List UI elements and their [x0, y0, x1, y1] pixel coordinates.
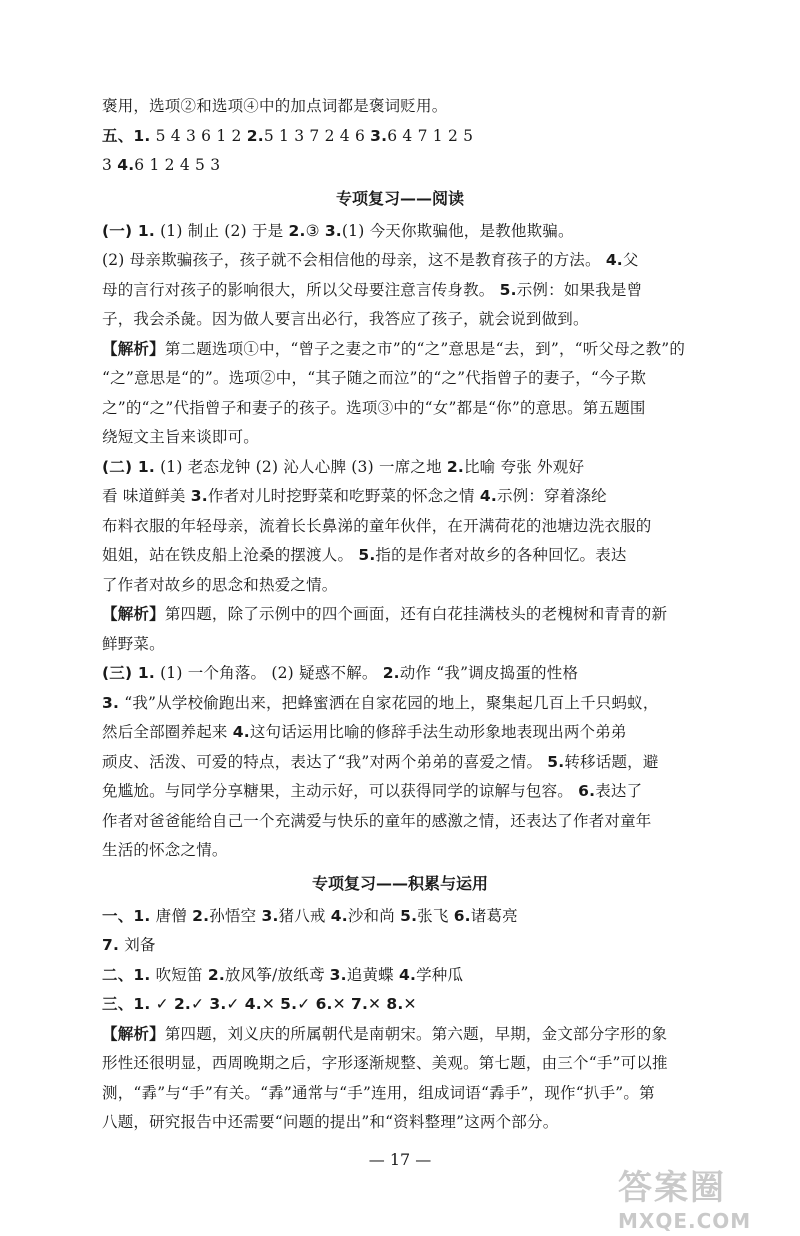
line-text: ✕	[332, 995, 351, 1013]
question-number: 4.	[244, 995, 262, 1013]
text-line	[102, 1049, 698, 1079]
watermark-url: MXQE.COM	[618, 1209, 752, 1233]
line-text: 这句话运用比喻的修辞手法生动形象地表现出两个弟弟	[249, 723, 627, 741]
question-number: 2.	[382, 664, 400, 682]
line-text: 3	[102, 156, 118, 174]
text-line	[102, 423, 698, 453]
line-text: 指的是作者对故乡的各种回忆。表达	[375, 546, 627, 564]
text-line	[102, 92, 698, 122]
line-text: 顽皮、活泼、可爱的特点，表达了“我”对两个弟弟的喜爱之情。	[102, 752, 548, 771]
text-line	[102, 394, 698, 424]
text-line	[102, 902, 698, 932]
question-number: 3.	[190, 487, 208, 505]
question-number: 2.	[288, 221, 306, 240]
question-number: 4.	[232, 723, 250, 741]
line-text: 褒用，选项②和选项④中的加点词都是褒词贬用。	[102, 97, 448, 115]
question-number: (一) 1.	[102, 221, 155, 240]
line-text: ✕	[261, 995, 281, 1013]
analysis-tag: 【解析】	[102, 1024, 165, 1043]
text-line	[102, 1108, 698, 1138]
question-number: 3.	[261, 906, 279, 925]
question-number: 2.	[192, 906, 210, 925]
line-text: 表达了	[595, 782, 643, 800]
question-number: 2.	[173, 995, 192, 1013]
question-number: 3.	[102, 693, 120, 712]
question-number: 2.	[446, 457, 464, 476]
analysis-tag: 【解析】	[102, 605, 165, 623]
question-number: 8.	[386, 995, 404, 1013]
question-number: 4.	[479, 487, 497, 505]
question-number: 5.	[280, 995, 298, 1013]
line-text: 示例：如果我是曾	[516, 280, 643, 299]
question-number: 五、1.	[102, 126, 151, 145]
line-text: ✓	[191, 995, 210, 1013]
line-text: 诸葛亮	[470, 906, 518, 925]
line-text: 5 1 3 7 2 4 6	[263, 126, 371, 145]
line-text: 比喻 夸张 外观好	[463, 457, 585, 476]
text-line	[102, 512, 698, 542]
watermark-logo	[618, 1160, 798, 1234]
line-text: (1) 制止 (2) 于是	[154, 221, 289, 240]
line-text: 之”的“之”代指曾子和妻子的孩子。选项③中的“女”都是“你”的意思。第五题围	[102, 398, 646, 417]
question-number: (二) 1.	[102, 457, 155, 476]
line-text: 测，“掱”与“手”有关。“掱”通常与“手”连用，组成词语“掱手”，现作“扒手”。第	[102, 1083, 655, 1102]
line-text: 动作 “我”调皮捣蛋的性格	[399, 664, 579, 682]
line-text: 看 味道鲜美	[102, 487, 191, 505]
line-text: 第四题，除了示例中的四个画面，还有白花挂满枝头的老槐树和青青的新	[164, 605, 668, 623]
line-text: 作者对爸爸能给自己一个充满爱与快乐的童年的感激之情，还表达了作者对童年	[102, 811, 652, 830]
text-line	[102, 630, 698, 660]
line-text: 放风筝/放纸鸢	[224, 965, 330, 984]
line-text: 第四题，刘义庆的所属朝代是南朝宋。第六题，早期，金文部分字形的象	[164, 1024, 668, 1043]
line-text: 第二题选项①中，“曾子之妻之市”的“之”意思是“去，到”，“听父母之教”的	[164, 339, 686, 358]
line-text: 转移话题，避	[564, 752, 659, 771]
text-line	[102, 151, 698, 181]
line-text: ③	[305, 221, 325, 240]
line-text: 姐姐，站在铁皮船上沧桑的摆渡人。	[102, 546, 359, 564]
line-text: 鲜野菜。	[102, 634, 165, 653]
line-text: 沙和尚	[347, 906, 401, 925]
text-line	[102, 689, 698, 719]
question-number: 4.	[605, 251, 623, 269]
line-text: 八题，研究报告中还需要“问题的提出”和“资料整理”这两个部分。	[102, 1113, 559, 1131]
line-text: 绕短文主旨来谈即可。	[102, 428, 260, 446]
text-line	[102, 1079, 698, 1109]
line-text: ✓	[297, 995, 316, 1013]
text-line	[102, 718, 698, 748]
text-line	[102, 990, 698, 1020]
line-text: 作者对儿时挖野菜和吃野菜的怀念之情	[207, 487, 480, 505]
line-text: “之”意思是“的”。选项②中，“其子随之而泣”的“之”代指曾子的妻子，“今子欺	[102, 369, 647, 387]
question-number: 7.	[350, 995, 369, 1013]
line-text: (2) 母亲欺骗孩子，孩子就不会相信他的母亲，这不是教育孩子的方法。	[102, 251, 606, 269]
line-text: 子，我会杀彘。因为做人要言出必行，我答应了孩子，就会说到做到。	[102, 310, 589, 328]
question-number: 7.	[102, 936, 120, 954]
text-line	[102, 748, 698, 778]
line-text: 吹短笛	[150, 965, 208, 984]
line-text: 生活的怀念之情。	[102, 841, 228, 859]
line-text: 父	[622, 251, 639, 269]
text-line	[102, 807, 698, 837]
line-text: 布料衣服的年轻母亲，流着长长鼻涕的童年伙伴，在开满荷花的池塘边洗衣服的	[102, 516, 652, 535]
line-text: 形性还很明显，西周晚期之后，字形逐渐规整、美观。第七题，由三个“手”可以推	[102, 1054, 668, 1072]
text-line	[102, 276, 698, 306]
line-text: 孙悟空	[209, 906, 262, 925]
text-line	[102, 541, 698, 571]
section-heading: 专项复习——积累与运用	[311, 873, 488, 893]
question-number: 4.	[117, 156, 135, 174]
question-number: 4.	[398, 965, 417, 984]
watermark-text: 答案圈	[618, 1168, 726, 1208]
question-number: (三) 1.	[102, 664, 155, 682]
text-line	[102, 305, 698, 335]
question-number: 3.	[370, 126, 388, 145]
text-line	[102, 600, 698, 630]
question-number: 5.	[400, 906, 418, 925]
question-number: 2.	[246, 126, 264, 145]
line-text: ✕	[368, 995, 387, 1013]
line-text: ✓	[226, 995, 245, 1013]
question-number: 3.	[324, 221, 342, 240]
line-text: (1) 一个角落。 (2) 疑惑不解。	[154, 664, 383, 682]
text-line	[102, 122, 698, 152]
question-number: 6.	[315, 995, 333, 1013]
text-line	[102, 335, 698, 365]
line-text: (1) 老态龙钟 (2) 沁人心脾 (3) 一席之地	[154, 457, 447, 476]
question-number: 2.	[207, 965, 225, 984]
answer-content	[102, 92, 698, 1138]
question-number: 4.	[330, 906, 348, 925]
line-text: 唐僧	[150, 906, 193, 925]
page-number: — 17 —	[368, 1150, 432, 1169]
text-line	[102, 246, 698, 276]
line-text: 6 1 2 4 5 3	[134, 156, 221, 174]
line-text: “我”从学校偷跑出来，把蜂蜜洒在自家花园的地上，聚集起几百上千只蚂蚁，	[119, 693, 659, 712]
line-text: (1) 今天你欺骗他，是教他欺骗。	[341, 221, 574, 240]
line-text: 免尴尬。与同学分享糖果，主动示好，可以获得同学的谅解与包容。	[102, 782, 579, 800]
line-text: 了作者对故乡的思念和热爱之情。	[102, 575, 338, 594]
text-line	[102, 777, 698, 807]
question-number: 一、1.	[102, 906, 151, 925]
text-line	[102, 571, 698, 601]
line-text: 5 4 3 6 1 2	[150, 126, 247, 145]
text-line	[102, 364, 698, 394]
question-number: 5.	[499, 280, 517, 299]
line-text: 6 4 7 1 2 5	[387, 126, 474, 145]
question-number: 6.	[578, 782, 596, 800]
text-line	[102, 931, 698, 961]
line-text: 母的言行对孩子的影响很大，所以父母要注意言传身教。	[102, 280, 500, 299]
text-line	[102, 453, 698, 483]
question-number: 3.	[209, 995, 227, 1013]
question-number: 5.	[358, 546, 376, 564]
line-text: 张飞	[417, 906, 454, 925]
text-line	[102, 1020, 698, 1050]
question-number: 5.	[547, 752, 565, 771]
line-text: 学种瓜	[416, 965, 464, 984]
question-number: 三、1.	[102, 995, 151, 1013]
line-text: 示例：穿着涤纶	[496, 487, 607, 505]
line-text: 追黄蝶	[346, 965, 399, 984]
line-text: ✕	[403, 995, 417, 1013]
line-text: 猪八戒	[278, 906, 331, 925]
text-line	[102, 659, 698, 689]
text-line	[102, 836, 698, 866]
section-heading: 专项复习——阅读	[335, 188, 464, 208]
question-number: 二、1.	[102, 965, 151, 984]
line-text: 然后全部圈养起来	[102, 723, 233, 741]
question-number: 3.	[329, 965, 347, 984]
text-line	[102, 482, 698, 512]
analysis-tag: 【解析】	[102, 339, 165, 358]
line-text: 刘备	[119, 936, 156, 954]
question-number: 6.	[453, 906, 471, 925]
text-line	[102, 961, 698, 991]
line-text: ✓	[150, 995, 174, 1013]
text-line	[102, 217, 698, 247]
